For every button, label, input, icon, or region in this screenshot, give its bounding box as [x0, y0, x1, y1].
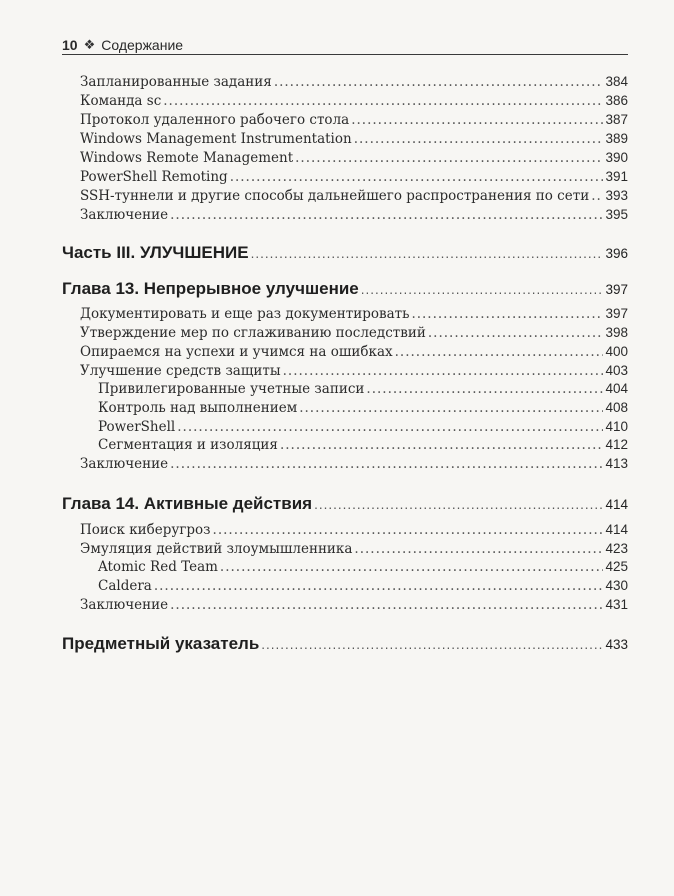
dot-leader — [591, 188, 603, 204]
dot-leader — [274, 74, 604, 90]
toc-entry — [80, 325, 628, 341]
toc-entry — [80, 150, 628, 166]
toc-entry-title: PowerShell Remoting — [80, 169, 228, 185]
toc-chapter-page: 397 — [605, 282, 628, 297]
toc-subentry — [98, 419, 628, 435]
dot-leader — [280, 437, 604, 453]
toc-entry-title: Windows Remote Management — [80, 150, 294, 166]
toc-subentry — [98, 437, 628, 453]
toc-entry — [80, 93, 628, 109]
toc-entry-page: 395 — [605, 207, 628, 222]
toc-entry-page: 413 — [605, 456, 628, 471]
toc-entry-title: SSH-туннели и другие способы дальнейшего распространения по сети — [80, 188, 590, 204]
toc-entry-title: Запланированные задания — [80, 74, 272, 90]
dot-leader — [395, 344, 604, 360]
toc-entry — [80, 456, 628, 472]
toc-entry-title: Windows Management Instrumentation — [80, 131, 352, 147]
toc-subentry-title: Caldera — [98, 578, 152, 594]
toc-entry-title: Поиск киберугроз — [80, 522, 211, 538]
toc-entry — [80, 597, 628, 613]
toc-index-page: 433 — [605, 637, 628, 652]
dot-leader — [354, 541, 603, 557]
dot-leader — [361, 282, 604, 297]
toc-subentry-page: 410 — [605, 419, 628, 434]
dot-leader — [170, 207, 603, 223]
toc-entry-page: 384 — [605, 74, 628, 89]
toc-entry-page: 431 — [605, 597, 628, 612]
dot-leader — [213, 522, 604, 538]
toc-index-title: Предметный указатель — [62, 634, 260, 653]
dot-leader — [163, 93, 603, 109]
toc-entry — [80, 74, 628, 90]
toc-part-heading — [62, 243, 628, 263]
toc-entry — [80, 131, 628, 147]
toc-subentry — [98, 381, 628, 397]
toc-subentry-title: Привилегированные учетные записи — [98, 381, 365, 397]
toc-entry-page: 389 — [605, 131, 628, 146]
toc-subentry-title: PowerShell — [98, 419, 176, 435]
toc-entry-title: Заключение — [80, 597, 169, 613]
dot-leader — [177, 419, 603, 435]
running-head-title: Содержание — [101, 37, 184, 53]
toc-entry — [80, 522, 628, 538]
dot-leader — [220, 559, 604, 575]
toc-subentry-page: 408 — [605, 400, 628, 415]
toc-entry-title: Протокол удаленного рабочего стола — [80, 112, 350, 128]
toc-part-title: Часть III. УЛУЧШЕНИЕ — [62, 243, 249, 262]
toc-entry-page: 400 — [605, 344, 628, 359]
toc-entry-page: 390 — [605, 150, 628, 165]
toc-subentry — [98, 578, 628, 594]
toc-entry-page: 387 — [605, 112, 628, 127]
toc-subentry-page: 412 — [605, 437, 628, 452]
toc-subentry — [98, 559, 628, 575]
toc-entry — [80, 344, 628, 360]
toc-entry — [80, 363, 628, 379]
toc-part-page: 396 — [605, 246, 628, 261]
dot-leader — [295, 150, 603, 166]
dot-leader — [351, 112, 603, 128]
dot-leader — [314, 497, 603, 512]
toc-entry-title: Улучшение средств защиты — [80, 363, 281, 379]
toc-subentry-title: Сегментация и изоляция — [98, 437, 278, 453]
running-head — [62, 31, 628, 53]
dot-leader — [354, 131, 604, 147]
dot-leader — [411, 306, 603, 322]
toc-subentry-title: Контроль над выполнением — [98, 400, 298, 416]
dot-leader — [230, 169, 604, 185]
toc-entry — [80, 112, 628, 128]
toc-entry — [80, 207, 628, 223]
dot-leader — [366, 381, 603, 397]
dot-leader — [261, 637, 603, 652]
toc-entry-title: Заключение — [80, 207, 169, 223]
toc-entry-title: Утверждение мер по сглаживанию последствий — [80, 325, 426, 341]
toc-chapter-title: Глава 14. Активные действия — [62, 494, 313, 513]
toc-entry-title: Команда sc — [80, 93, 162, 109]
toc-entry — [80, 306, 628, 322]
toc-entry — [80, 541, 628, 557]
dot-leader — [299, 400, 603, 416]
toc-chapter-heading — [62, 279, 628, 299]
toc-entry-title: Документировать и еще раз документировать — [80, 306, 410, 322]
toc-chapter-title: Глава 13. Непрерывное улучшение — [62, 279, 359, 298]
toc-entry-page: 398 — [605, 325, 628, 340]
toc-entry-page: 397 — [605, 306, 628, 321]
toc-entry-title: Заключение — [80, 456, 169, 472]
toc-entry — [80, 188, 628, 204]
toc-entry-page: 403 — [605, 363, 628, 378]
dot-leader — [251, 246, 604, 261]
page-number: 10 — [62, 37, 78, 53]
toc-subentry-title: Atomic Red Team — [98, 559, 218, 575]
toc-entry-page: 393 — [605, 188, 628, 203]
toc-entry-page: 386 — [605, 93, 628, 108]
dot-leader — [170, 456, 603, 472]
toc-entry-page: 423 — [605, 541, 628, 556]
toc-entry-page: 391 — [605, 169, 628, 184]
dot-leader — [428, 325, 604, 341]
toc-subentry-page: 425 — [605, 559, 628, 574]
toc-entry-title: Эмуляция действий злоумышленника — [80, 541, 353, 557]
toc-entry-page: 414 — [605, 522, 628, 537]
toc-entry — [80, 169, 628, 185]
dot-leader — [283, 363, 604, 379]
toc-chapter-heading — [62, 494, 628, 514]
header-rule — [62, 54, 628, 55]
toc-subentry-page: 404 — [605, 381, 628, 396]
ornament-icon: ❖ — [83, 37, 96, 52]
toc-chapter-page: 414 — [605, 497, 628, 512]
toc-index-heading — [62, 634, 628, 654]
dot-leader — [170, 597, 603, 613]
dot-leader — [154, 578, 604, 594]
toc-entry-title: Опираемся на успехи и учимся на ошибках — [80, 344, 393, 360]
toc-subentry-page: 430 — [605, 578, 628, 593]
toc-subentry — [98, 400, 628, 416]
